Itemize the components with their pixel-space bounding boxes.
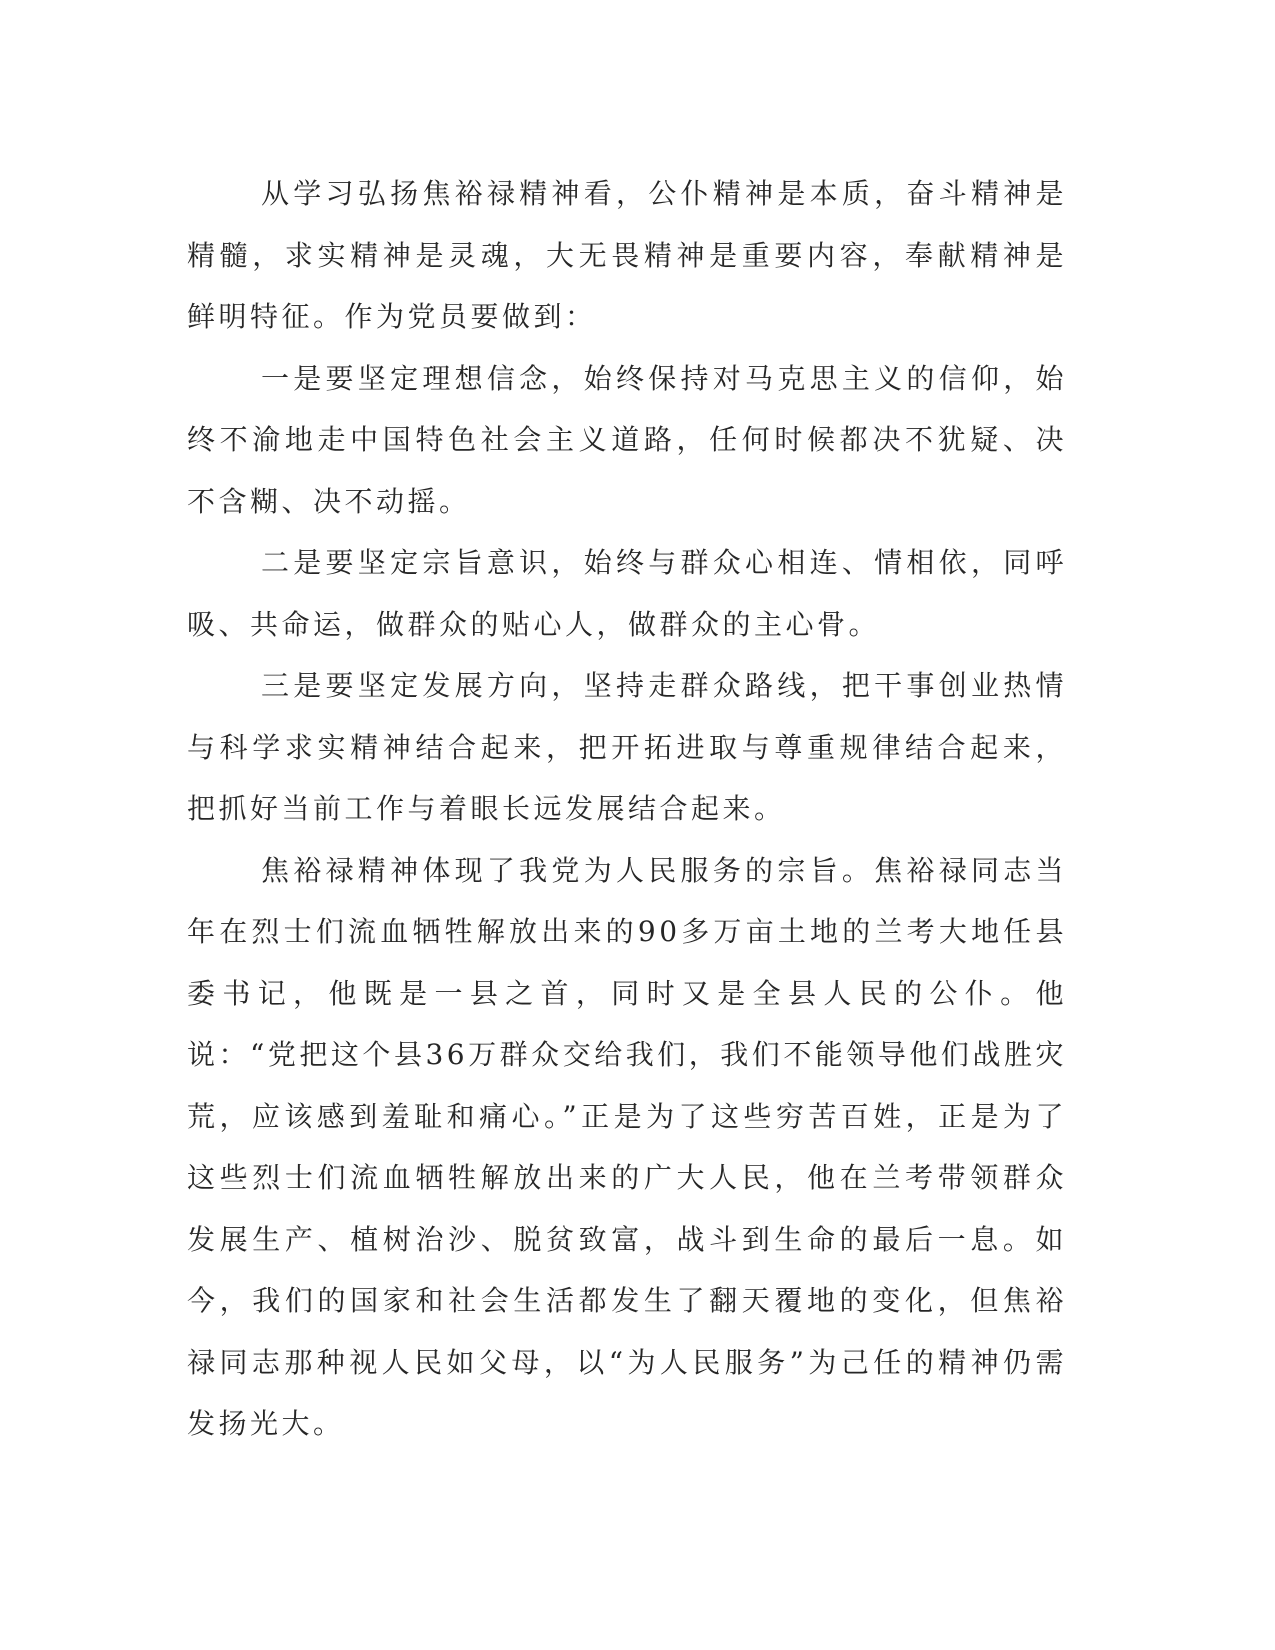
paragraph-point-two: 二是要坚定宗旨意识，始终与群众心相连、情相依，同呼吸、共命运，做群众的贴心人，做群众的主心骨。 bbox=[187, 546, 1067, 641]
paragraph-jiao-yulu-spirit: 焦裕禄精神体现了我党为人民服务的宗旨。焦裕禄同志当年在烈士们流血牺牲解放出来的90多万亩土地的兰考大地任县委书记，他既是一县之首，同时又是全县人民的公仆。他说：“党把这个县36万群众交给我们，我们不能领导他们战胜灾荒，应该感到羞耻和痛心。”正是为了这些穷苦百姓，正是为了这些烈士们流血牺牲解放出来的广大人民，他在兰考带领群众发展生产、植树治沙、脱贫致富，战斗到生命的最后一息。如今，我们的国家和社会生活都发生了翻天覆地的变化，但焦裕禄同志那种视人民如父母，以“为人民服务”为己任的精神仍需发扬光大。 bbox=[187, 853, 1067, 1440]
paragraph-intro: 从学习弘扬焦裕禄精神看，公仆精神是本质，奋斗精神是精髓，求实精神是灵魂，大无畏精神是重要内容，奉献精神是鲜明特征。作为党员要做到： bbox=[187, 177, 1067, 333]
document-body bbox=[187, 163, 1067, 1455]
paragraph-point-one: 一是要坚定理想信念，始终保持对马克思主义的信仰，始终不渝地走中国特色社会主义道路，任何时候都决不犹疑、决不含糊、决不动摇。 bbox=[187, 361, 1067, 518]
paragraph-point-three: 三是要坚定发展方向，坚持走群众路线，把干事创业热情与科学求实精神结合起来，把开拓进取与尊重规律结合起来，把抓好当前工作与着眼长远发展结合起来。 bbox=[187, 669, 1067, 825]
